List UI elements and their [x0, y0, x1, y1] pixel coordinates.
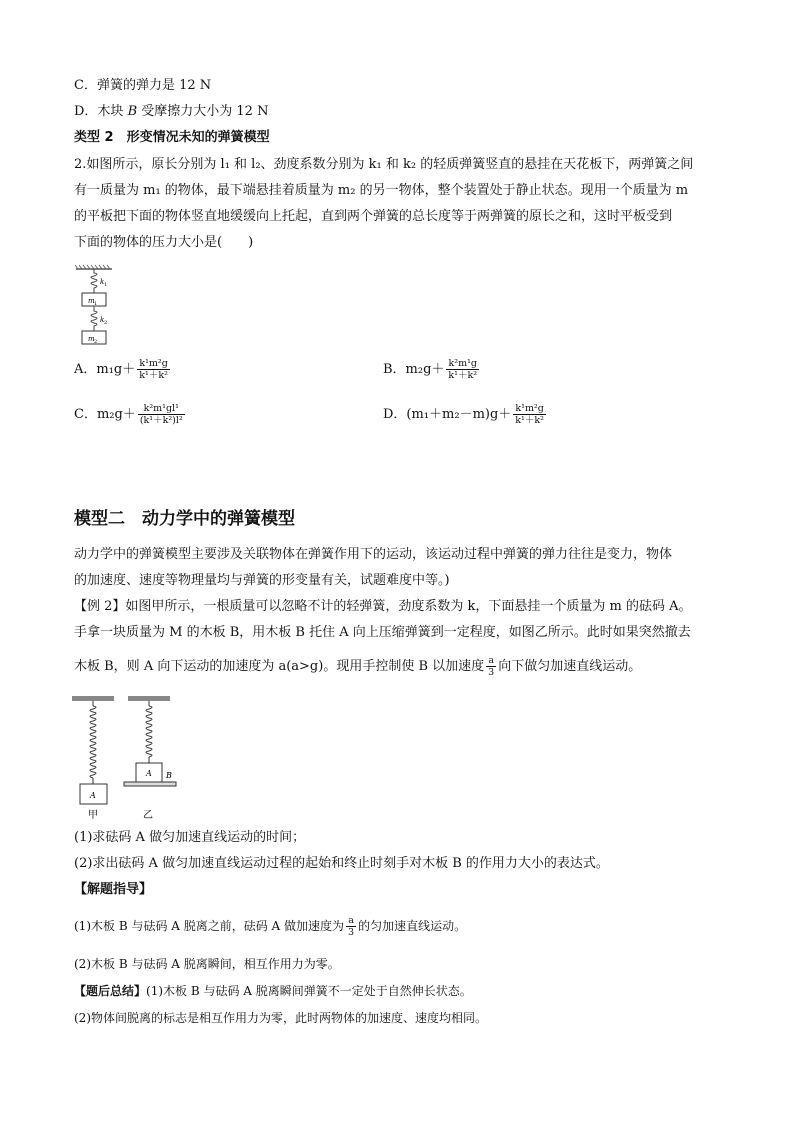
option-b-den: k¹＋k² [448, 370, 478, 381]
k2-label: k [100, 316, 105, 324]
q2-line-4: 下面的物体的压力大小是( ) [74, 235, 254, 250]
example2-line3-prefix: 木板 B，则 A 向下运动的加速度为 a(a>g)。现用手控制使 B 以加速度 [74, 659, 485, 674]
question-2: (2)求出砝码 A 做匀加速直线运动过程的起始和终止时刻手对木板 B 的作用力大小的表达式。 [74, 856, 609, 871]
option-d-var: B [127, 104, 138, 119]
option-b [383, 358, 481, 381]
option-a-prefix: A．m₁g＋ [74, 362, 136, 377]
q2-line-2: 有一质量为 m₁ 的物体，最下端悬挂着质量为 m₂ 的另一物体，整个装置处于静止状态。现用一个质量为 m [74, 183, 689, 198]
option-b-num: k²m¹g [446, 358, 479, 370]
guide-2: (2)木板 B 与砝码 A 脱离瞬间，相互作用力为零。 [74, 957, 340, 971]
example2-frac-den: 3 [488, 667, 495, 678]
k1-sub: 1 [104, 282, 108, 288]
caption-jia: 甲 [88, 810, 98, 821]
k2-sub: 2 [104, 320, 108, 326]
m2-label: m [88, 335, 95, 343]
type2-title: 类型 2 形变情况未知的弹簧模型 [74, 130, 270, 145]
example2-frac-num: a [486, 655, 496, 667]
summary-label: 【题后总结】 [74, 984, 147, 998]
summary-2: (2)物体间脱离的标志是相互作用力为零，此时两物体的加速度、速度均相同。 [74, 1011, 488, 1025]
m1-sub: 1 [94, 301, 98, 307]
two-spring-figure [72, 264, 122, 350]
option-d [383, 403, 548, 426]
example2-line-1: 【例 2】如图甲所示，一根质量可以忽略不计的轻弹簧，劲度系数为 k，下面悬挂一个质量为 m 的砝码 A。 [74, 599, 692, 614]
example2-line-2: 手拿一块质量为 M 的木板 B，用木板 B 托住 A 向上压缩弹簧到一定程度，如图乙所示。此时如果突然撤去 [74, 625, 691, 640]
model2-title: 模型二 动力学中的弹簧模型 [74, 509, 295, 529]
option-b-prefix: B．m₂g＋ [383, 362, 445, 377]
board-b-label: B [166, 771, 172, 780]
k1-label: k [100, 278, 105, 286]
option-d-prefix-2: D．(m₁＋m₂－m)g＋ [383, 407, 512, 422]
option-a [74, 358, 172, 381]
option-d-suffix: 受摩擦力大小为 12 N [137, 104, 269, 119]
option-a-den: k¹＋k² [139, 370, 168, 381]
q2-line-1: 2.如图所示，原长分别为 l₁ 和 l₂、劲度系数分别为 k₁ 和 k₂ 的轻质弹簧竖直的悬挂在天花板下，两弹簧之间 [74, 157, 694, 172]
option-c-prev: C．弹簧的弹力是 12 N [74, 78, 212, 93]
guide-1 [74, 915, 466, 938]
q2-line-3: 的平板把下面的物体竖直地缓缓向上托起，直到两个弹簧的总长度等于两弹簧的原长之和，这时平板受到 [74, 209, 673, 224]
model2-intro-1: 动力学中的弹簧模型主要涉及关联物体在弹簧作用下的运动，该运动过程中弹簧的弹力往往是变力，物体 [74, 547, 673, 562]
block-a-jia-label: A [90, 791, 96, 800]
question-1: (1)求砝码 A 做匀加速直线运动的时间； [74, 830, 306, 845]
option-c-prefix: C．m₂g＋ [74, 407, 136, 422]
m2-sub: 2 [94, 339, 98, 345]
option-a-num: k¹m²g [137, 358, 170, 370]
model2-intro-2: 的加速度、速度等物理量均与弹簧的形变量有关，试题难度中等。) [74, 573, 450, 588]
option-d-den: k¹＋k² [515, 415, 544, 426]
m1-label: m [88, 297, 95, 305]
summary-1 [74, 981, 472, 1001]
caption-yi: 乙 [143, 810, 153, 821]
option-c [74, 403, 187, 426]
option-c-den: (k¹＋k²)l² [139, 415, 183, 426]
example2-line3-suffix: 向下做匀加速直线运动。 [498, 659, 642, 674]
spring-figure-jia-yi [70, 694, 190, 822]
summary1-text: (1)木板 B 与砝码 A 脱离瞬间弹簧不一定处于自然伸长状态。 [146, 984, 472, 998]
guide1-frac-num: a [346, 915, 356, 927]
guide-title: 【解题指导】 [74, 882, 153, 897]
example2-line-3 [74, 655, 641, 678]
option-d-prefix: D．木块 [74, 104, 128, 119]
guide1-frac-den: 3 [348, 927, 355, 938]
block-a-yi-label: A [146, 769, 152, 778]
option-d-num: k¹m²g [513, 403, 546, 415]
guide1-suffix: 的匀加速直线运动。 [358, 919, 467, 933]
option-c-num: k²m¹gl¹ [138, 403, 185, 415]
option-d-prev [74, 102, 268, 122]
guide1-prefix: (1)木板 B 与砝码 A 脱离之前，砝码 A 做加速度为 [74, 919, 345, 933]
